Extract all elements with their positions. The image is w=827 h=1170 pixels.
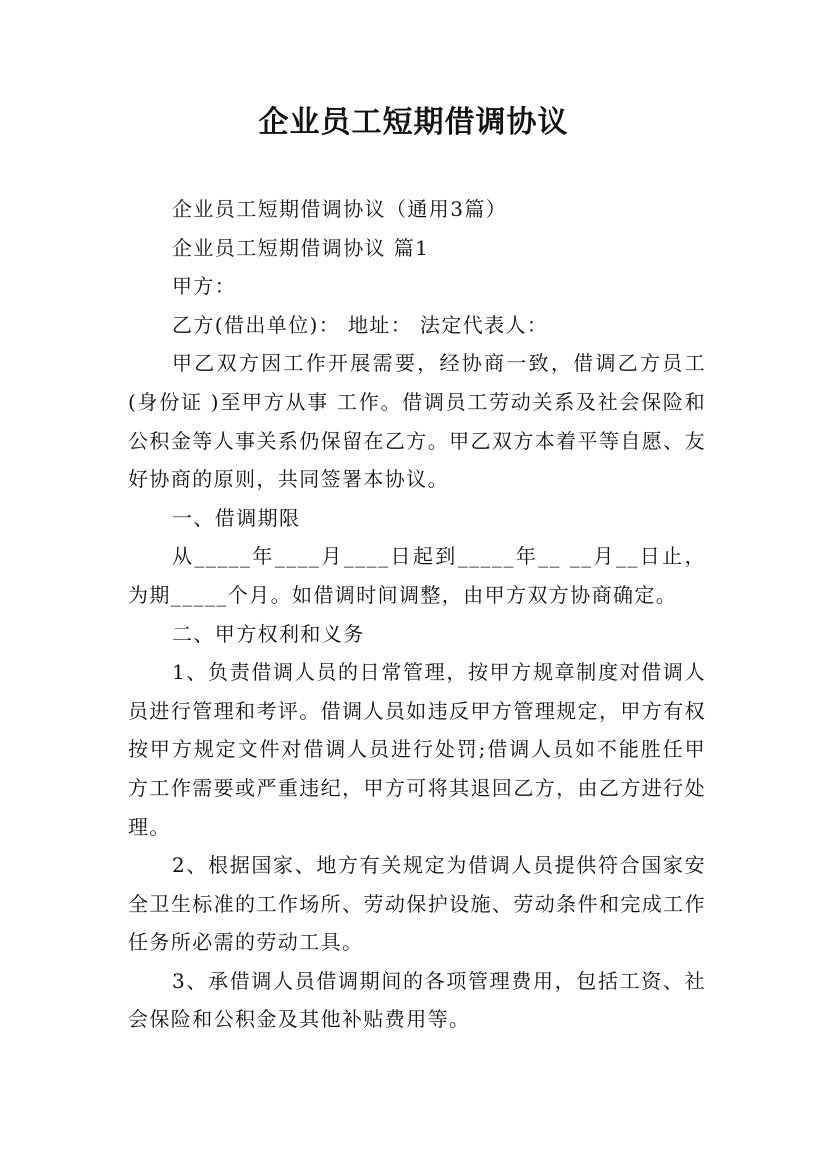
- party-a-line: 甲方：: [172, 274, 237, 299]
- secondment-term-paragraph: 从_____年____月____日起到_____年__ __月__日止，为期_____个月。如借调时间调整，由甲方双方协商确定。: [128, 544, 706, 607]
- section-heading-part-1: 企业员工短期借调协议 篇1: [172, 235, 430, 260]
- heading-secondment-term: 一、借调期限: [172, 505, 301, 530]
- preamble-paragraph: 甲乙双方因工作开展需要，经协商一致，借调乙方员工(身份证 )至甲方从事 工作。借调员工劳动关系及社会保险和公积金等人事关系仍保留在乙方。甲乙双方本着平等自愿、友好协商的原则，共同签署本协议。: [128, 351, 706, 492]
- subtitle-paragraph: 企业员工短期借调协议（通用3篇）: [172, 197, 508, 221]
- clause-3-paragraph: 3、承借调人员借调期间的各项管理费用，包括工资、社会保险和公积金及其他补贴费用等。: [128, 968, 706, 1032]
- document-title: 企业员工短期借调协议: [258, 105, 569, 140]
- document-body: [128, 190, 706, 1039]
- clause-1-paragraph: 1、负责借调人员的日常管理，按甲方规章制度对借调人员进行管理和考评。借调人员如违反甲方管理规定，甲方有权按甲方规定文件对借调人员进行处罚;借调人员如不能胜任甲方工作需要或严重违纪，甲方可将其退回乙方，由乙方进行处理。: [128, 660, 706, 839]
- party-b-line: 乙方(借出单位)： 地址： 法定代表人：: [172, 312, 549, 337]
- heading-party-a-rights: 二、甲方权利和义务: [172, 621, 365, 646]
- clause-2-paragraph: 2、根据国家、地方有关规定为借调人员提供符合国家安全卫生标准的工作场所、劳动保护设施、劳动条件和完成工作任务所必需的劳动工具。: [128, 853, 706, 955]
